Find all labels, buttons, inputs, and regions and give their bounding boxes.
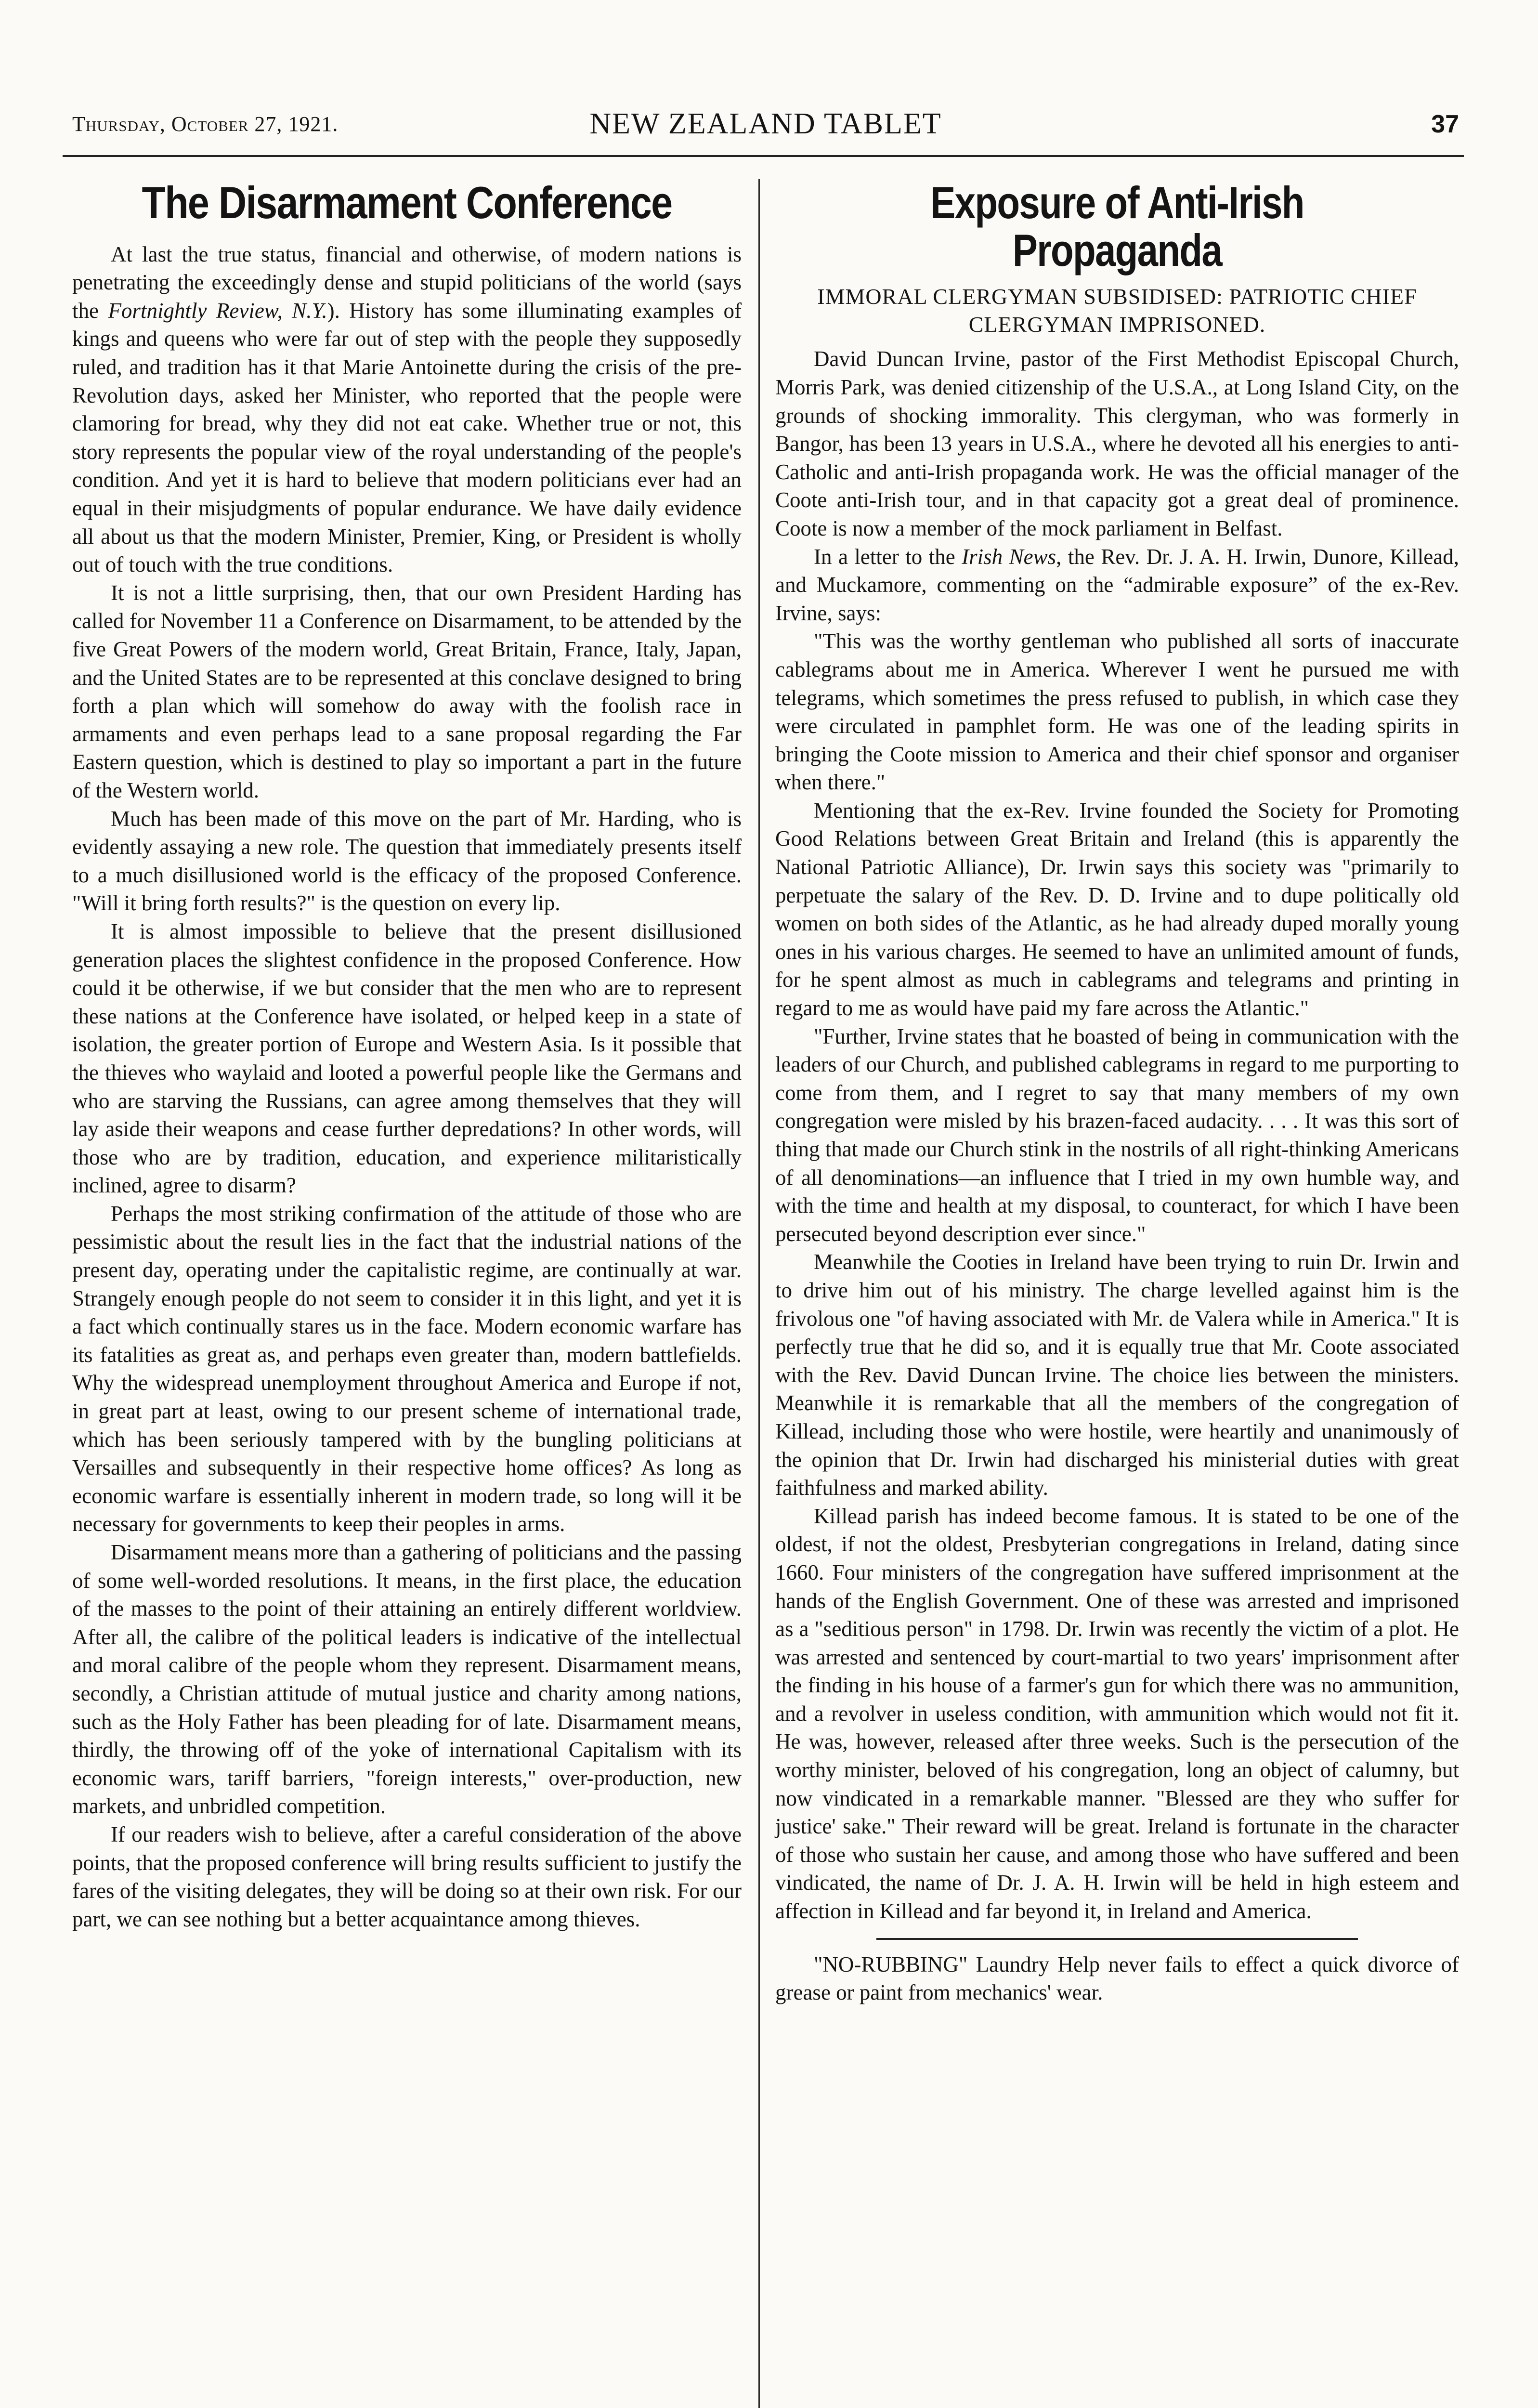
article-paragraph: If our readers wish to believe, after a careful consideration of the above points, that the proposed conference will bring results sufficient to justify the fares of the visiting delegates, they will be doing so at their own risk. For our part, we can see nothing but a better acquaintance among thieves. — [72, 1822, 742, 1931]
issue-date: Thursday, October 27, 1921. — [72, 112, 339, 136]
propaganda-headline: Exposure of Anti-Irish Propaganda — [930, 177, 1304, 275]
publication-title: NEW ZEALAND TABLET — [589, 107, 942, 140]
article-paragraph: "Further, Irvine states that he boasted of being in communication with the leaders of our Church, and published cablegrams in regard to me purporting to come from them, and I regret to say that many members of my own congregation were misled by his brazen-faced audacity. . . . It was this sort of thing that made our Church stink in the nostrils of all right-thinking Americans of all denominations—an influence that I tried in my own humble way, and with the time and health at my disposal, to counteract, for which I have been persecuted beyond description ever since." — [775, 1024, 1459, 1246]
article-paragraph: It is not a little surprising, then, that our own President Harding has called for November 11 a Conference on Disarmament, to be attended by the five Great Powers of the modern world, Great Britain, France, Italy, Japan, and the United States are to be represented at this conclave designed to bring forth a plan which will somehow do away with the foolish race in armaments and even perhaps lead to a sane proposal regarding the Far Eastern question, which is destined to play so important a part in the future of the Western world. — [72, 580, 742, 802]
article-paragraph: Mentioning that the ex-Rev. Irvine founded the Society for Promoting Good Relations between Great Britain and Ireland (this is apparently the National Patriotic Alliance), Dr. Irwin says this society was "primarily to perpetuate the salary of the Rev. D. D. Irvine and to dupe politically old women on both sides of the Atlantic, as he had already duped morally young ones in his various charges. He seemed to have an unlimited amount of funds, for he spent almost as much in cablegrams and telegrams and printing in regard to me as would have paid my fare across the Atlantic." — [775, 798, 1459, 1021]
page-number: 37 — [1431, 110, 1459, 138]
article-paragraph: Disarmament means more than a gathering of politicians and the passing of some well-worded resolutions. It means, in the first place, the education of the masses to the point of their attaining an entirely different worldview. After all, the calibre of the political leaders is indicative of the intellectual and moral calibre of the people whom they represent. Disarmament means, secondly, a Christian attitude of mutual justice and charity among nations, such as the Holy Father has been pleading for of late. Disarmament means, thirdly, the throwing off of the yoke of international Capitalism with its economic wars, tariff barriers, "foreign interests," over-production, new markets, and unbridled competition. — [72, 1540, 742, 1819]
article-paragraph: David Duncan Irvine, pastor of the First Methodist Episcopal Church, Morris Park, was denied citizenship of the U.S.A., at Long Island City, on the grounds of shocking immorality. This clergyman, who was formerly in Bangor, has been 13 years in U.S.A., where he devoted all his energies to anti-Catholic and anti-Irish propaganda work. He was the official manager of the Coote anti-Irish tour, and in that capacity got a great deal of prominence. Coote is now a member of the mock parliament in Belfast. — [775, 347, 1459, 540]
running-head — [72, 107, 1459, 145]
propaganda-article — [775, 179, 1459, 2007]
article-paragraph: Meanwhile the Cooties in Ireland have been trying to ruin Dr. Irwin and to drive him out of his ministry. The charge levelled against him is the frivolous one "of having associated with Mr. de Valera while in America." It is perfectly true that he did so, and it is equally true that Mr. Coote associated with the Rev. David Duncan Irvine. The choice lies between the ministers. Meanwhile it is remarkable that all the members of the congregation of Killead, including those who were hostile, were heartily and unanimously of the opinion that Dr. Irwin had discharged his ministerial duties with great faithfulness and marked ability. — [775, 1250, 1459, 1500]
disarmament-headline: The Disarmament Conference — [142, 177, 672, 228]
column-divider — [758, 179, 760, 2408]
article-paragraph: Perhaps the most striking confirmation of the attitude of those who are pessimistic about the result lies in the fact that the industrial nations of the present day, operating under the capitalistic regime, are continually at war. Strangely enough people do not seem to consider it in this light, and yet it is a fact which continually stares us in the face. Modern economic warfare has its fatalities as great as, and perhaps even greater than, modern battlefields. Why the widespread unemployment throughout America and Europe if not, in great part at least, owing to our present scheme of international trade, which has been seriously tampered with by the bungling politicians at Versailles and subsequently in their respective home offices? As long as economic warfare is essentially inherent in modern trade, so long will it be necessary for governments to keep their peoples in arms. — [72, 1201, 742, 1536]
article-paragraph: Much has been made of this move on the part of Mr. Harding, who is evidently assaying a new role. The question that immediately presents itself to a much disillusioned world is the efficacy of the proposed Conference. "Will it bring forth results?" is the question on every lip. — [72, 806, 742, 916]
article-paragraph: "This was the worthy gentleman who published all sorts of inaccurate cablegrams about me in America. Wherever I went he pursued me with telegrams, which sometimes the press refused to publish, in which case they were circulated in pamphlet form. He was one of the leading spirits in bringing the Coote mission to America and their chief sponsor and organiser when there." — [775, 629, 1459, 795]
article-subhead: IMMORAL CLERGYMAN SUBSIDISED: PATRIOTIC CHIEF CLERGYMAN IMPRISONED. — [817, 284, 1417, 337]
laundry-notice: "NO-RUBBING" Laundry Help never fails to effect a quick divorce of grease or paint from mechanics' wear. — [775, 1952, 1459, 2005]
article-paragraph: In a letter to the Irish News, the Rev. Dr. J. A. H. Irwin, Dunore, Killead, and Muckamore, commenting on the “admirable exposure” of the ex-Rev. Irvine, says: — [775, 544, 1459, 625]
article-end-rule — [876, 1938, 1358, 1940]
header-rule — [63, 155, 1464, 157]
article-paragraph: At last the true status, financial and otherwise, of modern nations is penetrating the exceedingly dense and stupid politicians of the world (says the Fortnightly Review, N.Y.). History has some illuminating examples of kings and queens who were far out of step with the people they supposedly ruled, and tradition has it that Marie Antoinette during the crisis of the pre-Revolution days, asked her Minister, who reported that the people were clamoring for bread, why they did not eat cake. Whether true or not, this story represents the popular view of the royal understanding of the people's condition. And yet it is hard to believe that modern politicians ever had an equal in their misjudgments of popular endurance. We have daily evidence all about us that the modern Minister, Premier, King, or President is wholly out of touch with the true conditions. — [72, 242, 742, 577]
disarmament-article — [72, 179, 742, 1933]
article-paragraph: It is almost impossible to believe that the present disillusioned generation places the slightest confidence in the proposed Conference. How could it be otherwise, if we but consider that the men who are to represent these nations at the Conference have isolated, or helped keep in a state of isolation, the greater portion of Europe and Western Asia. Is it possible that the thieves who waylaid and looted a powerful people like the Germans and who are starving the Russians, can agree among themselves that they will lay aside their weapons and cease further depredations? In other words, will those who are by tradition, education, and experience militaristically inclined, agree to disarm? — [72, 919, 742, 1198]
article-paragraph: Killead parish has indeed become famous. It is stated to be one of the oldest, if not the oldest, Presbyterian congregations in Ireland, dating since 1660. Four ministers of the congregation have suffered imprisonment at the hands of the English Government. One of these was arrested and imprisoned as a "seditious person" in 1798. Dr. Irwin was recently the victim of a plot. He was arrested and sentenced by court-martial to two years' imprisonment after the finding in his house of a farmer's gun for which there was no ammunition, and a revolver in useless condition, with ammunition which would not fit it. He was, however, released after three weeks. Such is the persecution of the worthy minister, beloved of his congregation, long an object of calumny, but now vindicated in a remarkable manner. "Blessed are they who suffer for justice' sake." Their reward will be great. Ireland is fortunate in the character of those who sustain her cause, and among those who have suffered and been vindicated, the name of Dr. J. A. H. Irwin will be held in high esteem and affection in Killead and far beyond it, in Ireland and America. — [775, 1504, 1459, 1924]
